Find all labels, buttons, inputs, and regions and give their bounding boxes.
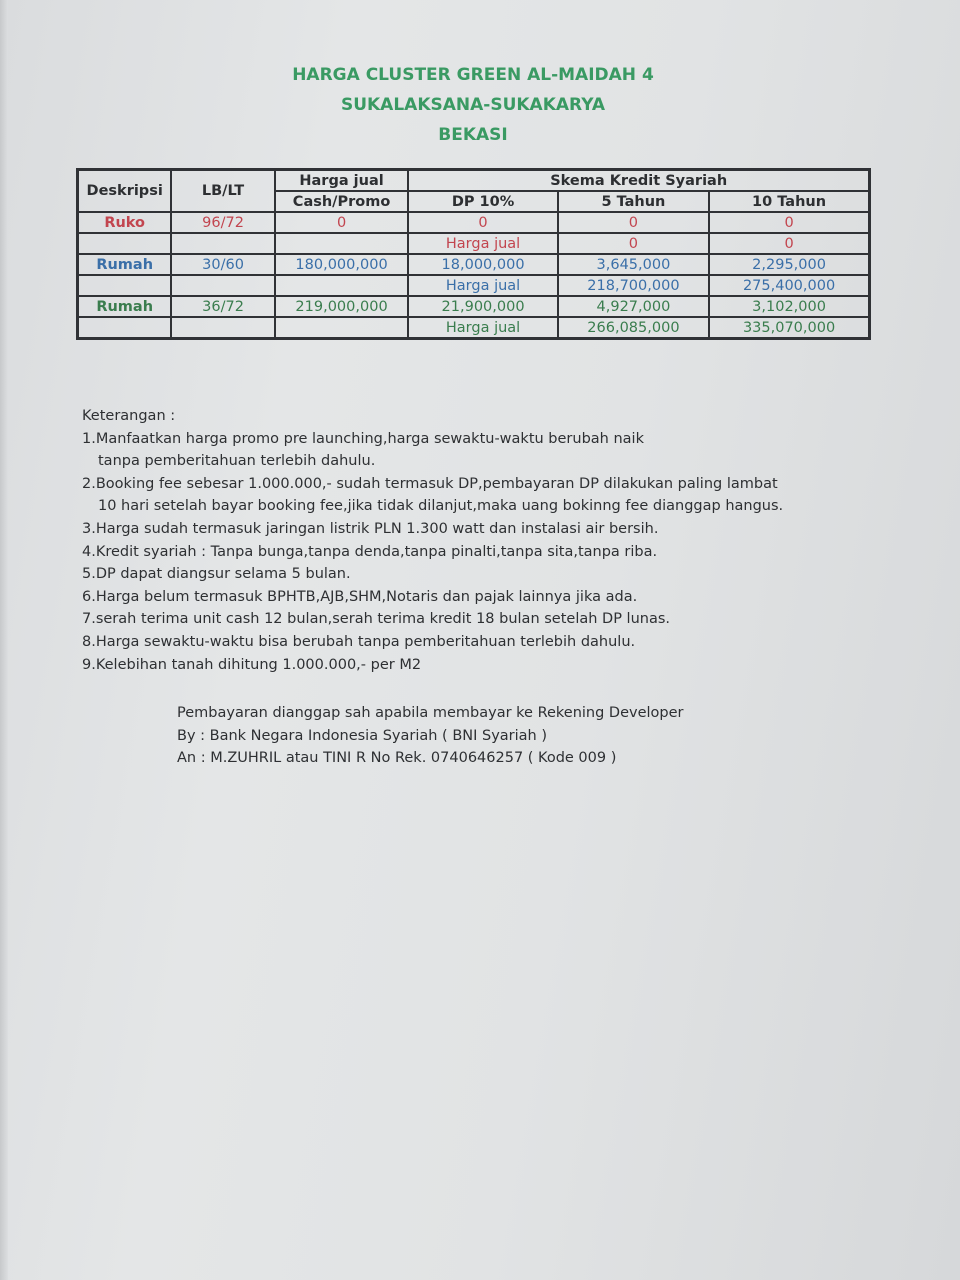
table-row — [78, 212, 870, 233]
cell-lblt: 30/60 — [171, 254, 274, 275]
paper-edge — [0, 0, 8, 1280]
header-lblt: LB/LT — [171, 170, 274, 213]
payment-line: Pembayaran dianggap sah apabila membayar ke Rekening Developer — [177, 705, 684, 721]
notes-heading: Keterangan : — [82, 408, 176, 424]
cell-dp: Harga jual — [408, 233, 557, 254]
table-row — [78, 275, 870, 296]
note-item: 6.Harga belum termasuk BPHTB,AJB,SHM,Notaris dan pajak lainnya jika ada. — [82, 588, 638, 605]
cell-desc — [78, 317, 172, 339]
cell-dp: 0 — [408, 212, 557, 233]
title-line-1: HARGA CLUSTER GREEN AL-MAIDAH 4 — [292, 65, 654, 85]
cell-5-tahun: 0 — [558, 212, 709, 233]
cell-lblt — [171, 275, 274, 296]
cell-10-tahun: 0 — [709, 212, 869, 233]
payment-info — [177, 702, 777, 770]
table-header-row — [78, 170, 870, 192]
cell-desc: Rumah — [78, 296, 172, 317]
header-deskripsi: Deskripsi — [78, 170, 172, 213]
cell-5-tahun: 4,927,000 — [558, 296, 709, 317]
note-item: 9.Kelebihan tanah dihitung 1.000.000,- per M2 — [82, 656, 422, 673]
cell-10-tahun: 2,295,000 — [709, 254, 869, 275]
price-table — [76, 168, 871, 340]
cell-10-tahun: 335,070,000 — [709, 317, 869, 339]
header-cash-promo: Cash/Promo — [275, 191, 409, 212]
header-dp: DP 10% — [408, 191, 557, 212]
document-title — [0, 60, 946, 150]
cell-cash — [275, 317, 409, 339]
cell-desc — [78, 275, 172, 296]
note-item: 10 hari setelah bayar booking fee,jika tidak dilanjut,maka uang bokinng fee dianggap hangus. — [98, 498, 784, 515]
cell-cash: 180,000,000 — [275, 254, 409, 275]
payment-bank: By : Bank Negara Indonesia Syariah ( BNI Syariah ) — [177, 727, 547, 744]
cell-dp: 21,900,000 — [408, 296, 557, 317]
note-item: 2.Booking fee sebesar 1.000.000,- sudah termasuk DP,pembayaran DP dilakukan paling lambat — [82, 475, 778, 492]
payment-account: An : M.ZUHRIL atau TINI R No Rek. 0740646257 ( Kode 009 ) — [177, 750, 617, 767]
title-line-3: BEKASI — [438, 125, 508, 145]
cell-lblt: 96/72 — [171, 212, 274, 233]
cell-lblt — [171, 233, 274, 254]
header-skema-kredit: Skema Kredit Syariah — [408, 170, 869, 192]
table-row — [78, 254, 870, 275]
header-5-tahun: 5 Tahun — [558, 191, 709, 212]
cell-cash — [275, 275, 409, 296]
cell-dp: Harga jual — [408, 275, 557, 296]
cell-10-tahun: 0 — [709, 233, 869, 254]
cell-desc: Ruko — [78, 212, 172, 233]
cell-cash: 0 — [275, 212, 409, 233]
cell-5-tahun: 3,645,000 — [558, 254, 709, 275]
note-item: 5.DP dapat diangsur selama 5 bulan. — [82, 566, 351, 583]
note-item: 8.Harga sewaktu-waktu bisa berubah tanpa pemberitahuan terlebih dahulu. — [82, 633, 636, 650]
cell-cash: 219,000,000 — [275, 296, 409, 317]
title-line-2: SUKALAKSANA-SUKAKARYA — [340, 95, 606, 115]
cell-5-tahun: 0 — [558, 233, 709, 254]
table-row — [78, 317, 870, 339]
note-item: tanpa pemberitahuan terlebih dahulu. — [98, 453, 376, 470]
note-item: 4.Kredit syariah : Tanpa bunga,tanpa denda,tanpa pinalti,tanpa sita,tanpa riba. — [82, 543, 658, 560]
table-row — [78, 233, 870, 254]
cell-5-tahun: 218,700,000 — [558, 275, 709, 296]
cell-10-tahun: 275,400,000 — [709, 275, 869, 296]
header-10-tahun: 10 Tahun — [709, 191, 869, 212]
cell-10-tahun: 3,102,000 — [709, 296, 869, 317]
cell-desc — [78, 233, 172, 254]
cell-5-tahun: 266,085,000 — [558, 317, 709, 339]
note-item: 7.serah terima unit cash 12 bulan,serah terima kredit 18 bulan setelah DP lunas. — [82, 611, 671, 628]
cell-cash — [275, 233, 409, 254]
note-item: 1.Manfaatkan harga promo pre launching,harga sewaktu-waktu berubah naik — [82, 430, 644, 447]
table-row — [78, 296, 870, 317]
cell-dp: Harga jual — [408, 317, 557, 339]
cell-dp: 18,000,000 — [408, 254, 557, 275]
notes-section — [82, 405, 782, 676]
cell-desc: Rumah — [78, 254, 172, 275]
cell-lblt — [171, 317, 274, 339]
note-item: 3.Harga sudah termasuk jaringan listrik PLN 1.300 watt dan instalasi air bersih. — [82, 520, 659, 537]
cell-lblt: 36/72 — [171, 296, 274, 317]
header-harga-jual: Harga jual — [275, 170, 409, 192]
